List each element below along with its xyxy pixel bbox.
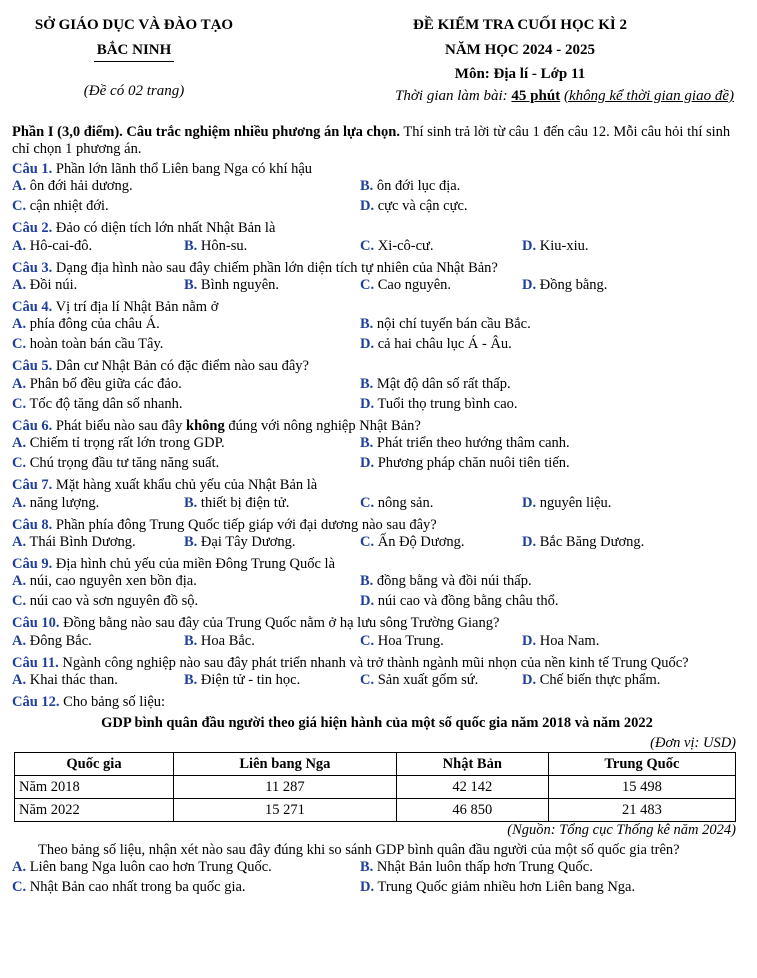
table-unit: (Đơn vị: USD) [650, 734, 736, 751]
option-letter: A. [12, 435, 27, 452]
option-letter: D. [360, 198, 375, 215]
question-number: Câu 8. [12, 516, 53, 533]
option-letter: A. [12, 494, 27, 511]
table-row [15, 776, 736, 799]
option[interactable] [12, 238, 92, 255]
options-row [12, 534, 742, 554]
school-year: NĂM HỌC 2024 - 2025 [445, 42, 595, 58]
option[interactable] [360, 534, 465, 551]
option-text: núi, cao nguyên xen bồn địa. [29, 573, 197, 590]
option-text: Kiu-xiu. [539, 237, 589, 254]
option-letter: A. [12, 178, 27, 195]
question [12, 299, 742, 356]
option-letter: A. [12, 316, 27, 333]
option[interactable] [360, 879, 635, 896]
question [12, 418, 742, 475]
q12-options-row-1 [12, 859, 742, 879]
option-letter: C. [12, 198, 27, 215]
option-text: Sản xuất gốm sứ. [377, 672, 479, 689]
col-header: Trung Quốc [548, 753, 735, 776]
option-text: núi cao và sơn nguyên đồ sộ. [29, 593, 199, 610]
options-row [12, 336, 742, 356]
option[interactable] [12, 435, 225, 452]
part-instruction: Thí sinh trả lời từ câu 1 đến câu 12. Mỗi câu hỏi thí sinh chỉ chọn 1 phương án. [12, 124, 731, 158]
option-text: Tuổi thọ trung bình cao. [377, 395, 518, 412]
part-title: Phần I (3,0 điểm). Câu trắc nghiệm nhiều phương án lựa chọn. [12, 124, 400, 140]
option[interactable] [184, 534, 296, 551]
options-row [12, 435, 742, 455]
option[interactable] [360, 633, 444, 650]
question-stem [12, 615, 742, 632]
question [12, 358, 742, 415]
option-text: Nhật Bản cao nhất trong ba quốc gia. [29, 879, 246, 896]
q12-stem: Theo bảng số liệu, nhận xét nào sau đây đúng khi so sánh GDP bình quân đầu người của một số quốc gia trên? [38, 841, 680, 858]
option-letter: B. [184, 237, 198, 254]
option-letter: B. [184, 672, 198, 689]
option[interactable] [184, 495, 289, 512]
option-letter: A. [12, 573, 27, 590]
option-text: Tốc độ tăng dân số nhanh. [29, 395, 183, 412]
option-text: thiết bị điện tử. [200, 494, 290, 511]
option-letter: D. [522, 494, 537, 511]
province-name: BẮC NINH [96, 42, 172, 58]
question-number: Câu 11. [12, 654, 59, 671]
options-row [12, 198, 742, 218]
option-letter: C. [360, 533, 375, 550]
option-text: cận nhiệt đới. [29, 198, 109, 215]
option-letter: D. [522, 237, 537, 254]
option-text: Điện tử - tin học. [200, 672, 301, 689]
option-letter: A. [12, 237, 27, 254]
question-text: Mặt hàng xuất khẩu chủ yếu của Nhật Bản là [52, 477, 318, 494]
options-row [12, 316, 742, 336]
options-row [12, 633, 742, 653]
question-number: Câu 9. [12, 555, 53, 572]
option-letter: C. [12, 336, 27, 353]
option-text: cả hai châu lục Á - Âu. [377, 336, 512, 353]
question-stem [12, 477, 742, 494]
department-name: SỞ GIÁO DỤC VÀ ĐÀO TẠO [34, 17, 234, 33]
table-cell: 46 850 [396, 799, 548, 822]
question-number: Câu 7. [12, 477, 53, 494]
option[interactable] [522, 277, 607, 294]
question-stem [12, 517, 742, 534]
option[interactable] [360, 277, 451, 294]
option[interactable] [12, 593, 198, 610]
option-letter: C. [12, 879, 27, 896]
option-letter: A. [12, 859, 27, 876]
option-text: cực và cận cực. [377, 198, 468, 215]
option-letter: D. [360, 455, 375, 472]
question-number: Câu 3. [12, 259, 53, 276]
page-count-note: (Đề có 02 trang) [83, 83, 185, 99]
question-text: Dân cư Nhật Bản có đặc điểm nào sau đây? [52, 358, 309, 375]
option[interactable] [360, 238, 434, 255]
option-text: nội chí tuyến bán cầu Bắc. [376, 316, 531, 333]
time-value: 45 phút [511, 88, 561, 104]
option-letter: B. [360, 435, 374, 452]
options-row [12, 396, 742, 416]
option-letter: A. [12, 276, 27, 293]
option-text: năng lượng. [29, 494, 100, 511]
question-number: Câu 1. [12, 160, 53, 177]
option-text: Hoa Bắc. [200, 632, 255, 649]
option-letter: B. [184, 276, 198, 293]
question-text: không [186, 417, 225, 434]
option-letter: B. [360, 178, 374, 195]
option-letter: B. [184, 632, 198, 649]
option-letter: C. [360, 494, 375, 511]
option[interactable] [184, 672, 300, 689]
option-text: Phân bố đều giữa các đảo. [29, 375, 182, 392]
table-cell: Năm 2022 [15, 799, 174, 822]
option-text: đồng bằng và đồi núi thấp. [376, 573, 532, 590]
question-stem [12, 418, 742, 435]
question-text: Cho bảng số liệu: [59, 694, 166, 711]
option-letter: B. [360, 316, 374, 333]
option-text: Thái Bình Dương. [29, 533, 136, 550]
option-text: Chiếm tỉ trọng rất lớn trong GDP. [29, 435, 225, 452]
option[interactable] [522, 495, 611, 512]
option[interactable] [12, 336, 163, 353]
option-text: hoàn toàn bán cầu Tây. [29, 336, 164, 353]
question-text: Đảo có diện tích lớn nhất Nhật Bản là [52, 220, 276, 237]
question-text: đúng với nông nghiệp Nhật Bản? [224, 417, 421, 434]
option-letter: D. [360, 879, 375, 896]
option-letter: D. [360, 395, 375, 412]
option-letter: B. [360, 859, 374, 876]
option-letter: C. [360, 672, 375, 689]
option[interactable] [360, 859, 593, 876]
option-text: Phương pháp chăn nuôi tiên tiến. [377, 455, 570, 472]
option-text: Phát triển theo hướng thâm canh. [376, 435, 570, 452]
question [12, 556, 742, 613]
question-number: Câu 4. [12, 298, 53, 315]
time-prefix: Thời gian làm bài: [395, 88, 512, 104]
option[interactable] [12, 672, 118, 689]
col-header: Liên bang Nga [174, 753, 397, 776]
question [12, 220, 742, 257]
option-text: Mật độ dân số rất thấp. [376, 375, 511, 392]
option[interactable] [522, 672, 660, 689]
col-header: Nhật Bản [396, 753, 548, 776]
options-row [12, 495, 742, 515]
option-letter: D. [360, 593, 375, 610]
option[interactable] [360, 198, 468, 215]
options-row [12, 178, 742, 198]
option-text: nguyên liệu. [539, 494, 612, 511]
time-limit [300, 87, 740, 105]
option-text: Đồi núi. [29, 276, 78, 293]
option[interactable] [522, 534, 644, 551]
question [12, 694, 742, 711]
option[interactable] [360, 336, 512, 353]
question-stem [12, 260, 742, 277]
question-number: Câu 10. [12, 615, 60, 632]
option[interactable] [184, 238, 247, 255]
question-text: Dạng địa hình nào sau đây chiếm phần lớn diện tích tự nhiên của Nhật Bản? [52, 259, 498, 276]
option-letter: C. [360, 276, 375, 293]
option-text: nông sản. [377, 494, 434, 511]
table-cell: 15 271 [174, 799, 397, 822]
question-text: Phần lớn lãnh thổ Liên bang Nga có khí hậu [52, 160, 313, 177]
subject: Môn: Địa lí - Lớp 11 [454, 66, 586, 82]
option-letter: C. [12, 455, 27, 472]
table-cell: 15 498 [548, 776, 735, 799]
question-stem [12, 299, 742, 316]
option[interactable] [360, 495, 433, 512]
option[interactable] [12, 573, 197, 590]
option-text: Chế biến thực phẩm. [539, 672, 661, 689]
question-text: Đồng bằng nào sau đây của Trung Quốc nằm ở hạ lưu sông Trường Giang? [59, 615, 500, 632]
part-heading [12, 124, 742, 159]
table-title: GDP bình quân đầu người theo giá hiện hành của một số quốc gia năm 2018 và năm 2022 [101, 715, 653, 732]
option-letter: D. [522, 632, 537, 649]
table-cell: 42 142 [396, 776, 548, 799]
option[interactable] [12, 376, 182, 393]
option[interactable] [12, 534, 136, 551]
option[interactable] [360, 435, 570, 452]
question-stem [12, 220, 742, 237]
question [12, 615, 742, 652]
option-letter: C. [360, 632, 375, 649]
table-source: (Nguồn: Tổng cục Thống kê năm 2024) [507, 822, 736, 839]
option[interactable] [12, 495, 99, 512]
divider [94, 61, 174, 62]
options-row [12, 455, 742, 475]
options-row [12, 593, 742, 613]
option-text: ôn đới hải dương. [29, 178, 133, 195]
option-letter: A. [12, 672, 27, 689]
option-text: Hoa Nam. [539, 632, 600, 649]
issuer-block [14, 16, 254, 100]
question-text: Ngành công nghiệp nào sau đây phát triển nhanh và trở thành ngành mũi nhọn của nền kinh tế Trung Quốc? [58, 654, 689, 671]
option-text: Hôn-su. [200, 237, 248, 254]
options-row [12, 573, 742, 593]
question-text: Vị trí địa lí Nhật Bản nằm ở [52, 298, 219, 315]
col-header: Quốc gia [15, 753, 174, 776]
q12-options-row-2 [12, 879, 742, 899]
question [12, 161, 742, 218]
option-text: Bắc Băng Dương. [539, 533, 645, 550]
option-text: ôn đới lục địa. [376, 178, 461, 195]
option-text: Chú trọng đầu tư tăng năng suất. [29, 455, 220, 472]
question-number: Câu 12. [12, 694, 60, 711]
question-number: Câu 2. [12, 220, 53, 237]
option[interactable] [184, 277, 279, 294]
option-letter: D. [360, 336, 375, 353]
table-header-row [15, 753, 736, 776]
gdp-table [14, 752, 736, 822]
option-letter: A. [12, 632, 27, 649]
option-letter: D. [522, 276, 537, 293]
exam-title-block [300, 16, 740, 105]
option-text: Khai thác than. [29, 672, 118, 689]
question [12, 655, 742, 692]
option[interactable] [12, 859, 272, 876]
option[interactable] [522, 633, 599, 650]
option-letter: A. [12, 375, 27, 392]
question-stem [12, 694, 742, 711]
option-text: Xi-cô-cư. [377, 237, 434, 254]
exam-title: ĐỀ KIỂM TRA CUỐI HỌC KÌ 2 [413, 17, 627, 33]
option-letter: B. [184, 533, 198, 550]
option[interactable] [12, 396, 183, 413]
option[interactable] [360, 178, 460, 195]
option-text: Trung Quốc giảm nhiều hơn Liên bang Nga. [377, 879, 636, 896]
option-letter: A. [12, 533, 27, 550]
option-text: Đại Tây Dương. [200, 533, 296, 550]
question-text: Địa hình chủ yếu của miền Đông Trung Quốc là [52, 555, 336, 572]
option-text: Liên bang Nga luôn cao hơn Trung Quốc. [29, 859, 272, 876]
option-text: núi cao và đồng bằng châu thổ. [377, 593, 559, 610]
option-text: Hô-cai-đô. [29, 237, 93, 254]
option[interactable] [12, 277, 77, 294]
option-letter: C. [360, 237, 375, 254]
option-letter: D. [522, 533, 537, 550]
option-letter: B. [360, 573, 374, 590]
option[interactable] [12, 455, 219, 472]
table-cell: 11 287 [174, 776, 397, 799]
question-text: Phần phía đông Trung Quốc tiếp giáp với đại dương nào sau đây? [52, 516, 437, 533]
question [12, 477, 742, 514]
table-cell: Năm 2018 [15, 776, 174, 799]
question-list [12, 161, 742, 712]
option[interactable] [360, 593, 559, 610]
option-letter: C. [12, 395, 27, 412]
option[interactable] [12, 879, 246, 896]
option[interactable] [12, 633, 92, 650]
option-letter: B. [360, 375, 374, 392]
option-letter: B. [184, 494, 198, 511]
option[interactable] [12, 316, 160, 333]
option[interactable] [360, 573, 532, 590]
table-cell: 21 483 [548, 799, 735, 822]
option[interactable] [12, 178, 133, 195]
time-suffix: (không kể thời gian giao đề) [563, 88, 734, 104]
option-text: Cao nguyên. [377, 276, 452, 293]
option-letter: C. [12, 593, 27, 610]
option[interactable] [360, 672, 478, 689]
options-row [12, 277, 742, 297]
table-row [15, 799, 736, 822]
option-text: Nhật Bản luôn thấp hơn Trung Quốc. [376, 859, 593, 876]
option[interactable] [360, 376, 511, 393]
options-row [12, 376, 742, 396]
question-stem [12, 358, 742, 375]
question-number: Câu 5. [12, 358, 53, 375]
options-row [12, 672, 742, 692]
option[interactable] [360, 396, 518, 413]
question-stem [12, 655, 742, 672]
question-stem [12, 161, 742, 178]
option-letter: D. [522, 672, 537, 689]
question-text: Phát biểu nào sau đây [52, 417, 186, 434]
question-stem [12, 556, 742, 573]
option[interactable] [360, 316, 531, 333]
question [12, 260, 742, 297]
option[interactable] [12, 198, 109, 215]
option-text: Đồng bằng. [539, 276, 608, 293]
option-text: Đông Bắc. [29, 632, 92, 649]
options-row [12, 238, 742, 258]
option[interactable] [522, 238, 588, 255]
question-number: Câu 6. [12, 417, 53, 434]
option-text: Ấn Độ Dương. [377, 533, 465, 550]
option-text: Hoa Trung. [377, 632, 444, 649]
option-text: phía đông của châu Á. [29, 316, 160, 333]
option[interactable] [184, 633, 255, 650]
option-text: Bình nguyên. [200, 276, 280, 293]
question [12, 517, 742, 554]
questions-section [12, 124, 742, 899]
option[interactable] [360, 455, 570, 472]
